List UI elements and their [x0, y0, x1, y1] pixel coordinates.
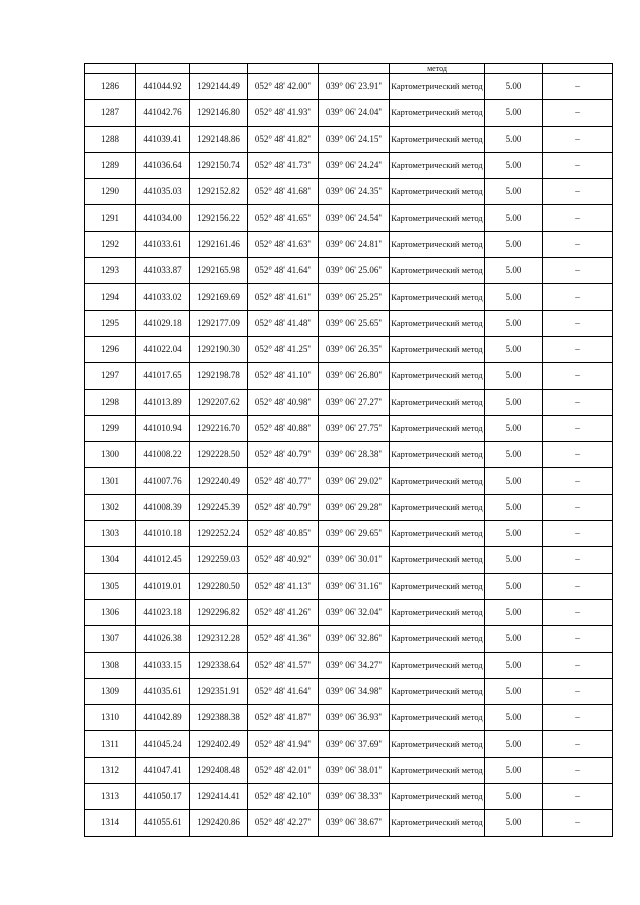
cell-longitude: 039° 06' 29.02" [319, 468, 390, 494]
cell-x-coordinate: 441033.61 [136, 231, 190, 257]
table-row [85, 258, 613, 284]
table-row [85, 784, 613, 810]
cell-method: Картометрический метод [390, 310, 485, 336]
cell-method: Картометрический метод [390, 468, 485, 494]
cell-note: – [543, 626, 613, 652]
cell-note: – [543, 310, 613, 336]
table-row [85, 731, 613, 757]
table-row [85, 74, 613, 100]
cell-point-number: 1286 [85, 74, 136, 100]
cell-longitude: 039° 06' 38.33" [319, 784, 390, 810]
cell-empty [248, 64, 319, 74]
cell-empty [190, 64, 248, 74]
cell-latitude: 052° 48' 42.00" [248, 74, 319, 100]
cell-empty [85, 64, 136, 74]
cell-y-coordinate: 1292150.74 [190, 152, 248, 178]
cell-point-number: 1288 [85, 126, 136, 152]
cell-latitude: 052° 48' 40.85" [248, 521, 319, 547]
cell-x-coordinate: 441010.18 [136, 521, 190, 547]
cell-point-number: 1292 [85, 231, 136, 257]
cell-y-coordinate: 1292408.48 [190, 757, 248, 783]
cell-y-coordinate: 1292198.78 [190, 363, 248, 389]
cell-x-coordinate: 441010.94 [136, 415, 190, 441]
cell-accuracy: 5.00 [485, 652, 543, 678]
table-row [85, 652, 613, 678]
cell-x-coordinate: 441026.38 [136, 626, 190, 652]
cell-latitude: 052° 48' 41.68" [248, 179, 319, 205]
cell-accuracy: 5.00 [485, 494, 543, 520]
cell-longitude: 039° 06' 30.01" [319, 547, 390, 573]
cell-latitude: 052° 48' 41.94" [248, 731, 319, 757]
cell-longitude: 039° 06' 38.01" [319, 757, 390, 783]
cell-latitude: 052° 48' 40.79" [248, 442, 319, 468]
cell-x-coordinate: 441033.87 [136, 258, 190, 284]
cell-longitude: 039° 06' 24.04" [319, 100, 390, 126]
cell-accuracy: 5.00 [485, 468, 543, 494]
table-row [85, 231, 613, 257]
cell-x-coordinate: 441007.76 [136, 468, 190, 494]
cell-accuracy: 5.00 [485, 100, 543, 126]
cell-point-number: 1314 [85, 810, 136, 836]
table-row [85, 626, 613, 652]
cell-point-number: 1287 [85, 100, 136, 126]
cell-y-coordinate: 1292402.49 [190, 731, 248, 757]
cell-method: Картометрический метод [390, 100, 485, 126]
cell-latitude: 052° 48' 41.26" [248, 599, 319, 625]
cell-x-coordinate: 441019.01 [136, 573, 190, 599]
table-body [85, 64, 613, 837]
document-page [84, 63, 612, 837]
cell-latitude: 052° 48' 42.10" [248, 784, 319, 810]
cell-longitude: 039° 06' 25.06" [319, 258, 390, 284]
cell-method: Картометрический метод [390, 731, 485, 757]
cell-note: – [543, 389, 613, 415]
cell-method: Картометрический метод [390, 258, 485, 284]
cell-latitude: 052° 48' 40.77" [248, 468, 319, 494]
cell-x-coordinate: 441029.18 [136, 310, 190, 336]
cell-method: Картометрический метод [390, 547, 485, 573]
cell-accuracy: 5.00 [485, 336, 543, 362]
cell-longitude: 039° 06' 38.67" [319, 810, 390, 836]
cell-latitude: 052° 48' 41.82" [248, 126, 319, 152]
cell-point-number: 1310 [85, 705, 136, 731]
cell-longitude: 039° 06' 25.65" [319, 310, 390, 336]
cell-accuracy: 5.00 [485, 599, 543, 625]
cell-longitude: 039° 06' 24.81" [319, 231, 390, 257]
table-row [85, 179, 613, 205]
cell-note: – [543, 705, 613, 731]
cell-note: – [543, 547, 613, 573]
cell-x-coordinate: 441012.45 [136, 547, 190, 573]
cell-note: – [543, 652, 613, 678]
cell-accuracy: 5.00 [485, 757, 543, 783]
cell-longitude: 039° 06' 25.25" [319, 284, 390, 310]
cell-method: Картометрический метод [390, 652, 485, 678]
cell-accuracy: 5.00 [485, 547, 543, 573]
cell-point-number: 1309 [85, 678, 136, 704]
cell-accuracy: 5.00 [485, 521, 543, 547]
cell-x-coordinate: 441039.41 [136, 126, 190, 152]
cell-note: – [543, 415, 613, 441]
cell-latitude: 052° 48' 40.98" [248, 389, 319, 415]
cell-longitude: 039° 06' 24.15" [319, 126, 390, 152]
cell-latitude: 052° 48' 40.79" [248, 494, 319, 520]
cell-method: Картометрический метод [390, 284, 485, 310]
table-row [85, 415, 613, 441]
cell-x-coordinate: 441042.89 [136, 705, 190, 731]
cell-point-number: 1311 [85, 731, 136, 757]
cell-method: Картометрический метод [390, 152, 485, 178]
cell-note: – [543, 231, 613, 257]
cell-point-number: 1307 [85, 626, 136, 652]
cell-x-coordinate: 441033.15 [136, 652, 190, 678]
cell-point-number: 1305 [85, 573, 136, 599]
cell-y-coordinate: 1292148.86 [190, 126, 248, 152]
cell-note: – [543, 152, 613, 178]
cell-point-number: 1300 [85, 442, 136, 468]
cell-point-number: 1304 [85, 547, 136, 573]
cell-method: Картометрический метод [390, 442, 485, 468]
table-row [85, 336, 613, 362]
cell-y-coordinate: 1292245.39 [190, 494, 248, 520]
cell-longitude: 039° 06' 29.28" [319, 494, 390, 520]
cell-note: – [543, 336, 613, 362]
table-row-continuation [85, 64, 613, 74]
cell-latitude: 052° 48' 41.48" [248, 310, 319, 336]
cell-y-coordinate: 1292338.64 [190, 652, 248, 678]
cell-longitude: 039° 06' 37.69" [319, 731, 390, 757]
cell-longitude: 039° 06' 27.75" [319, 415, 390, 441]
cell-point-number: 1301 [85, 468, 136, 494]
cell-note: – [543, 573, 613, 599]
cell-empty [485, 64, 543, 74]
cell-y-coordinate: 1292177.09 [190, 310, 248, 336]
cell-accuracy: 5.00 [485, 626, 543, 652]
cell-note: – [543, 363, 613, 389]
cell-accuracy: 5.00 [485, 363, 543, 389]
cell-longitude: 039° 06' 24.54" [319, 205, 390, 231]
cell-note: – [543, 284, 613, 310]
table-row [85, 757, 613, 783]
cell-longitude: 039° 06' 24.24" [319, 152, 390, 178]
cell-longitude: 039° 06' 36.93" [319, 705, 390, 731]
cell-y-coordinate: 1292280.50 [190, 573, 248, 599]
cell-note: – [543, 468, 613, 494]
cell-latitude: 052° 48' 41.10" [248, 363, 319, 389]
cell-method: Картометрический метод [390, 389, 485, 415]
table-row [85, 521, 613, 547]
cell-method: Картометрический метод [390, 205, 485, 231]
cell-x-coordinate: 441036.64 [136, 152, 190, 178]
cell-point-number: 1308 [85, 652, 136, 678]
cell-empty [319, 64, 390, 74]
cell-y-coordinate: 1292161.46 [190, 231, 248, 257]
cell-latitude: 052° 48' 40.92" [248, 547, 319, 573]
cell-accuracy: 5.00 [485, 442, 543, 468]
table-row [85, 494, 613, 520]
cell-y-coordinate: 1292228.50 [190, 442, 248, 468]
coordinates-table [84, 63, 613, 837]
cell-longitude: 039° 06' 32.86" [319, 626, 390, 652]
cell-point-number: 1295 [85, 310, 136, 336]
cell-x-coordinate: 441017.65 [136, 363, 190, 389]
cell-point-number: 1306 [85, 599, 136, 625]
cell-accuracy: 5.00 [485, 810, 543, 836]
cell-latitude: 052° 48' 42.27" [248, 810, 319, 836]
cell-x-coordinate: 441023.18 [136, 599, 190, 625]
cell-point-number: 1294 [85, 284, 136, 310]
table-row [85, 205, 613, 231]
cell-x-coordinate: 441008.22 [136, 442, 190, 468]
cell-point-number: 1299 [85, 415, 136, 441]
cell-point-number: 1291 [85, 205, 136, 231]
table-row [85, 363, 613, 389]
cell-longitude: 039° 06' 23.91" [319, 74, 390, 100]
cell-y-coordinate: 1292152.82 [190, 179, 248, 205]
cell-accuracy: 5.00 [485, 231, 543, 257]
cell-point-number: 1293 [85, 258, 136, 284]
cell-longitude: 039° 06' 34.27" [319, 652, 390, 678]
cell-note: – [543, 731, 613, 757]
cell-accuracy: 5.00 [485, 389, 543, 415]
cell-x-coordinate: 441022.04 [136, 336, 190, 362]
cell-latitude: 052° 48' 41.64" [248, 678, 319, 704]
cell-y-coordinate: 1292156.22 [190, 205, 248, 231]
cell-y-coordinate: 1292240.49 [190, 468, 248, 494]
cell-latitude: 052° 48' 41.93" [248, 100, 319, 126]
cell-method: Картометрический метод [390, 74, 485, 100]
cell-accuracy: 5.00 [485, 705, 543, 731]
cell-y-coordinate: 1292216.70 [190, 415, 248, 441]
cell-longitude: 039° 06' 26.35" [319, 336, 390, 362]
cell-note: – [543, 494, 613, 520]
cell-method: Картометрический метод [390, 705, 485, 731]
cell-point-number: 1298 [85, 389, 136, 415]
cell-y-coordinate: 1292420.86 [190, 810, 248, 836]
cell-note: – [543, 100, 613, 126]
cell-x-coordinate: 441035.61 [136, 678, 190, 704]
cell-x-coordinate: 441034.00 [136, 205, 190, 231]
cell-x-coordinate: 441055.61 [136, 810, 190, 836]
cell-longitude: 039° 06' 29.65" [319, 521, 390, 547]
cell-y-coordinate: 1292388.38 [190, 705, 248, 731]
cell-longitude: 039° 06' 24.35" [319, 179, 390, 205]
cell-y-coordinate: 1292252.24 [190, 521, 248, 547]
table-row [85, 152, 613, 178]
cell-note: – [543, 74, 613, 100]
cell-longitude: 039° 06' 32.04" [319, 599, 390, 625]
cell-point-number: 1289 [85, 152, 136, 178]
cell-y-coordinate: 1292312.28 [190, 626, 248, 652]
cell-method: Картометрический метод [390, 810, 485, 836]
cell-accuracy: 5.00 [485, 310, 543, 336]
table-row [85, 468, 613, 494]
cell-method: Картометрический метод [390, 678, 485, 704]
cell-x-coordinate: 441035.03 [136, 179, 190, 205]
cell-note: – [543, 810, 613, 836]
table-row [85, 100, 613, 126]
cell-note: – [543, 784, 613, 810]
cell-accuracy: 5.00 [485, 126, 543, 152]
cell-empty [136, 64, 190, 74]
table-row [85, 573, 613, 599]
cell-longitude: 039° 06' 34.98" [319, 678, 390, 704]
cell-longitude: 039° 06' 28.38" [319, 442, 390, 468]
cell-method: Картометрический метод [390, 179, 485, 205]
table-row [85, 705, 613, 731]
cell-method: Картометрический метод [390, 757, 485, 783]
cell-accuracy: 5.00 [485, 678, 543, 704]
cell-empty [543, 64, 613, 74]
cell-y-coordinate: 1292144.49 [190, 74, 248, 100]
cell-accuracy: 5.00 [485, 731, 543, 757]
cell-latitude: 052° 48' 41.61" [248, 284, 319, 310]
cell-y-coordinate: 1292190.30 [190, 336, 248, 362]
cell-note: – [543, 599, 613, 625]
cell-note: – [543, 126, 613, 152]
cell-point-number: 1302 [85, 494, 136, 520]
cell-note: – [543, 757, 613, 783]
cell-x-coordinate: 441045.24 [136, 731, 190, 757]
table-row [85, 599, 613, 625]
cell-method: Картометрический метод [390, 599, 485, 625]
cell-y-coordinate: 1292146.80 [190, 100, 248, 126]
cell-latitude: 052° 48' 41.25" [248, 336, 319, 362]
cell-accuracy: 5.00 [485, 74, 543, 100]
cell-latitude: 052° 48' 41.73" [248, 152, 319, 178]
cell-accuracy: 5.00 [485, 573, 543, 599]
cell-method: Картометрический метод [390, 573, 485, 599]
cell-note: – [543, 442, 613, 468]
cell-latitude: 052° 48' 42.01" [248, 757, 319, 783]
cell-method: Картометрический метод [390, 126, 485, 152]
table-row [85, 678, 613, 704]
cell-accuracy: 5.00 [485, 205, 543, 231]
cell-method: Картометрический метод [390, 336, 485, 362]
cell-method: Картометрический метод [390, 784, 485, 810]
cell-note: – [543, 179, 613, 205]
cell-y-coordinate: 1292259.03 [190, 547, 248, 573]
cell-latitude: 052° 48' 41.65" [248, 205, 319, 231]
table-row [85, 442, 613, 468]
cell-y-coordinate: 1292296.82 [190, 599, 248, 625]
table-row [85, 547, 613, 573]
cell-note: – [543, 258, 613, 284]
cell-method: Картометрический метод [390, 415, 485, 441]
cell-x-coordinate: 441044.92 [136, 74, 190, 100]
cell-x-coordinate: 441008.39 [136, 494, 190, 520]
cell-latitude: 052° 48' 41.64" [248, 258, 319, 284]
cell-x-coordinate: 441042.76 [136, 100, 190, 126]
cell-longitude: 039° 06' 26.80" [319, 363, 390, 389]
cell-note: – [543, 678, 613, 704]
cell-point-number: 1297 [85, 363, 136, 389]
cell-method: Картометрический метод [390, 363, 485, 389]
cell-y-coordinate: 1292165.98 [190, 258, 248, 284]
table-row [85, 810, 613, 836]
cell-y-coordinate: 1292414.41 [190, 784, 248, 810]
cell-x-coordinate: 441050.17 [136, 784, 190, 810]
cell-latitude: 052° 48' 41.13" [248, 573, 319, 599]
cell-method: Картометрический метод [390, 231, 485, 257]
cell-latitude: 052° 48' 41.36" [248, 626, 319, 652]
cell-point-number: 1313 [85, 784, 136, 810]
table-row [85, 389, 613, 415]
cell-y-coordinate: 1292207.62 [190, 389, 248, 415]
table-row [85, 284, 613, 310]
cell-accuracy: 5.00 [485, 415, 543, 441]
cell-point-number: 1303 [85, 521, 136, 547]
cell-accuracy: 5.00 [485, 284, 543, 310]
cell-point-number: 1296 [85, 336, 136, 362]
cell-y-coordinate: 1292169.69 [190, 284, 248, 310]
cell-latitude: 052° 48' 41.87" [248, 705, 319, 731]
cell-note: – [543, 205, 613, 231]
cell-latitude: 052° 48' 41.57" [248, 652, 319, 678]
cell-accuracy: 5.00 [485, 258, 543, 284]
cell-method-fragment: метод [390, 64, 485, 74]
cell-latitude: 052° 48' 41.63" [248, 231, 319, 257]
cell-y-coordinate: 1292351.91 [190, 678, 248, 704]
cell-method: Картометрический метод [390, 626, 485, 652]
cell-note: – [543, 521, 613, 547]
cell-point-number: 1290 [85, 179, 136, 205]
cell-method: Картометрический метод [390, 521, 485, 547]
cell-accuracy: 5.00 [485, 179, 543, 205]
cell-accuracy: 5.00 [485, 152, 543, 178]
cell-x-coordinate: 441047.41 [136, 757, 190, 783]
cell-x-coordinate: 441033.02 [136, 284, 190, 310]
cell-accuracy: 5.00 [485, 784, 543, 810]
cell-point-number: 1312 [85, 757, 136, 783]
cell-x-coordinate: 441013.89 [136, 389, 190, 415]
cell-method: Картометрический метод [390, 494, 485, 520]
cell-longitude: 039° 06' 31.16" [319, 573, 390, 599]
cell-latitude: 052° 48' 40.88" [248, 415, 319, 441]
table-row [85, 126, 613, 152]
cell-longitude: 039° 06' 27.27" [319, 389, 390, 415]
table-row [85, 310, 613, 336]
